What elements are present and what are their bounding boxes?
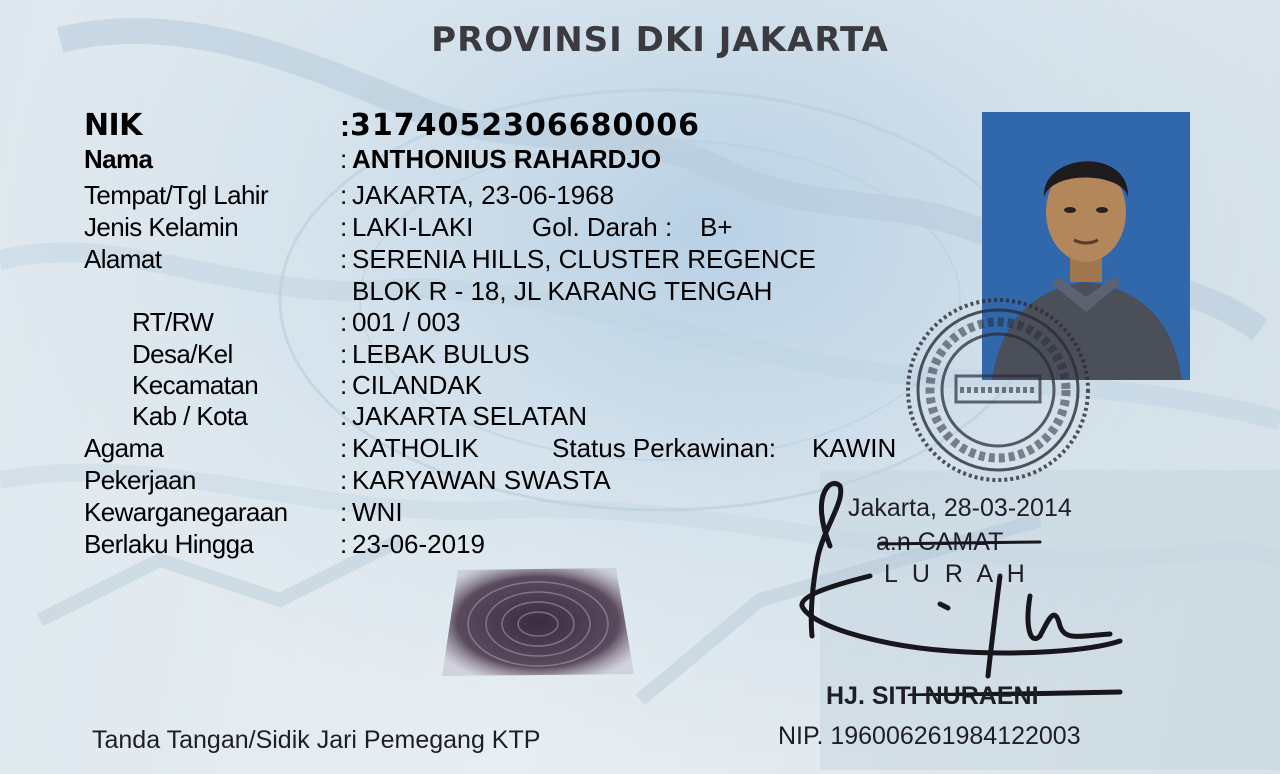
address-line2: BLOK R - 18, JL KARANG TENGAH: [352, 276, 773, 306]
colon: :: [340, 401, 348, 431]
religion-label: Agama: [84, 433, 164, 463]
citizenship-label: Kewarganegaraan: [84, 497, 288, 527]
colon: :: [340, 244, 348, 274]
holder-signature-caption: Tanda Tangan/Sidik Jari Pemegang KTP: [92, 726, 541, 754]
blood-type-label: Gol. Darah :: [532, 212, 673, 242]
blood-type-value: B+: [700, 212, 733, 242]
rt-rw-value: 001 / 003: [352, 307, 461, 337]
kecamatan-label: Kecamatan: [132, 370, 259, 400]
colon: :: [340, 529, 348, 559]
colon: :: [340, 307, 348, 337]
religion-value: KATHOLIK: [352, 433, 479, 463]
desa-kel-value: LEBAK BULUS: [352, 339, 530, 369]
official-stamp-icon: [900, 292, 1096, 488]
official-nip: NIP. 196006261984122003: [778, 722, 1081, 750]
address-line1: SERENIA HILLS, CLUSTER REGENCE: [352, 244, 816, 274]
address-label: Alamat: [84, 244, 162, 274]
nik-label: NIK: [84, 108, 142, 143]
nama-label: Nama: [84, 144, 153, 174]
nik-value: 3174052306680006: [350, 108, 700, 143]
valid-until-value: 23-06-2019: [352, 529, 485, 559]
kab-kota-label: Kab / Kota: [132, 401, 248, 431]
colon: :: [340, 339, 348, 369]
position-text: L U R A H: [884, 560, 1029, 588]
occupation-label: Pekerjaan: [84, 465, 196, 495]
gender-label: Jenis Kelamin: [84, 212, 239, 242]
marital-status-value: KAWIN: [812, 433, 897, 463]
fingerprint-icon: [440, 566, 636, 678]
on-behalf-text: a.n CAMAT: [876, 528, 1004, 556]
gender-value: LAKI-LAKI: [352, 212, 474, 242]
birth-value: JAKARTA, 23-06-1968: [352, 180, 615, 210]
colon: :: [340, 180, 348, 210]
valid-until-label: Berlaku Hingga: [84, 529, 254, 559]
colon: :: [340, 370, 348, 400]
province-title: PROVINSI DKI JAKARTA: [431, 20, 889, 60]
marital-status-label: Status Perkawinan:: [552, 433, 777, 463]
colon: :: [340, 465, 348, 495]
nama-value: ANTHONIUS RAHARDJO: [352, 144, 662, 174]
citizenship-value: WNI: [352, 497, 403, 527]
colon: :: [340, 433, 348, 463]
colon: :: [340, 212, 348, 242]
occupation-value: KARYAWAN SWASTA: [352, 465, 611, 495]
colon: :: [340, 144, 348, 174]
official-name: HJ. SITI NURAENI: [826, 682, 1039, 710]
kab-kota-value: JAKARTA SELATAN: [352, 401, 588, 431]
official-signature-icon: [790, 466, 1150, 696]
kecamatan-value: CILANDAK: [352, 370, 483, 400]
desa-kel-label: Desa/Kel: [132, 339, 233, 369]
birth-label: Tempat/Tgl Lahir: [84, 180, 269, 210]
colon: :: [340, 497, 348, 527]
rt-rw-label: RT/RW: [132, 307, 214, 337]
colon: :: [340, 110, 350, 143]
issue-place-date: Jakarta, 28-03-2014: [848, 494, 1072, 522]
